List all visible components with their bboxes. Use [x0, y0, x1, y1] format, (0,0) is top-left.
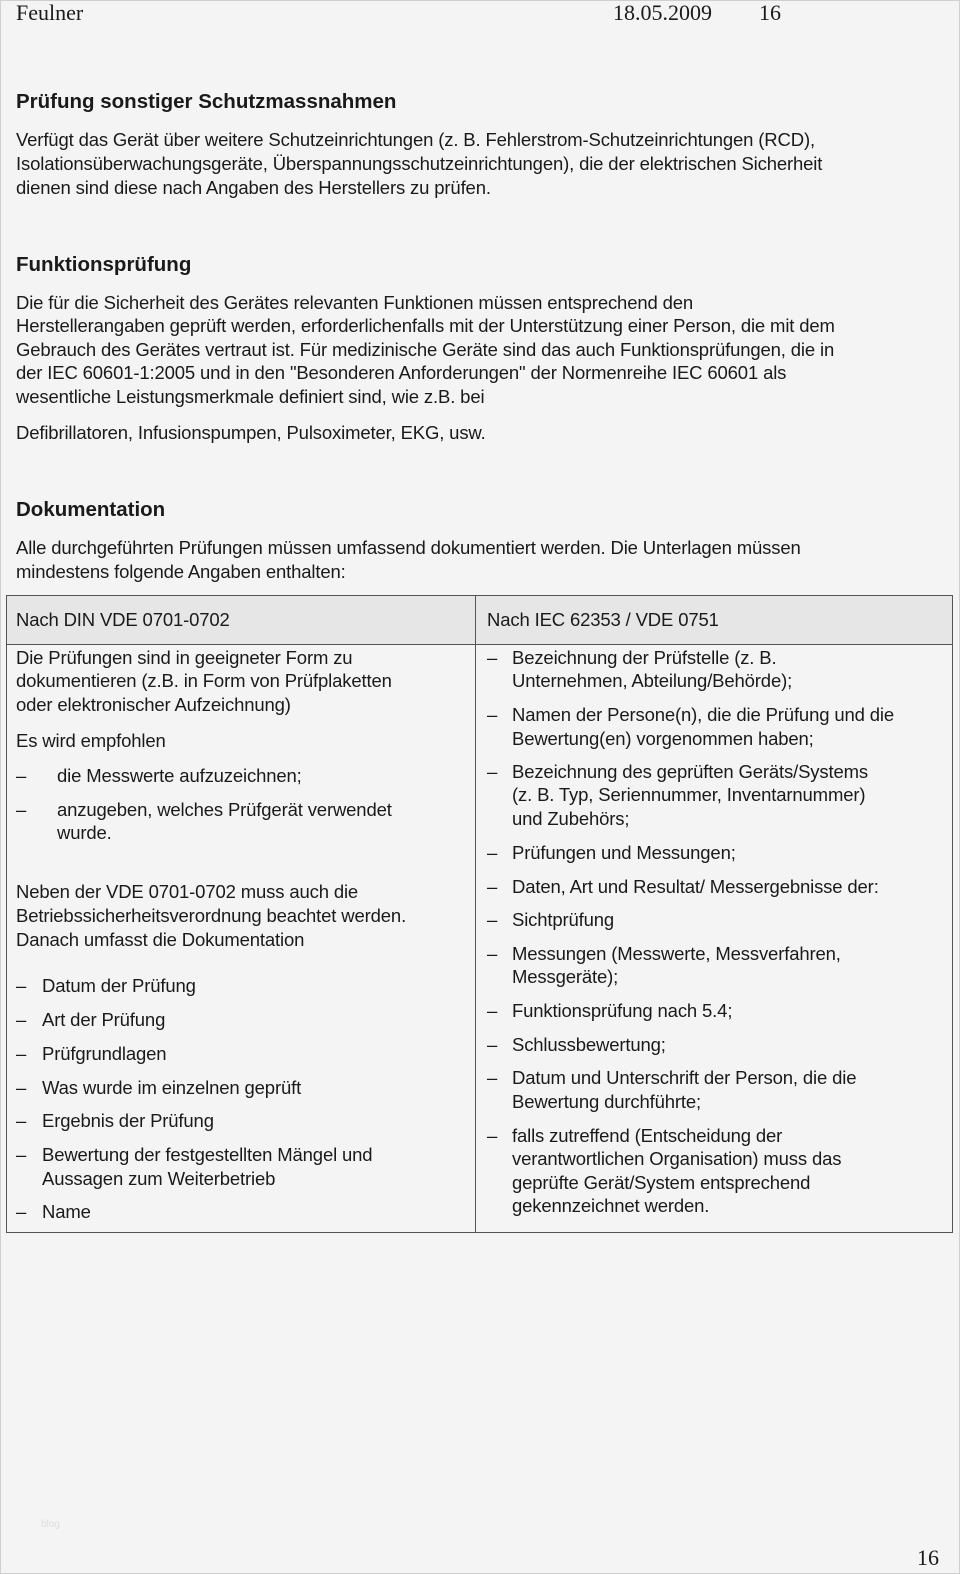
list-item: Bezeichnung der Prüfstelle (z. B. [512, 646, 777, 668]
dash-bullet: – [16, 1042, 27, 1064]
list-item: gekennzeichnet werden. [512, 1194, 710, 1216]
dash-bullet: – [487, 760, 498, 782]
table-header-cell: Nach DIN VDE 0701-0702 [16, 608, 230, 630]
dash-bullet: – [16, 974, 27, 996]
table-header-cell: Nach IEC 62353 / VDE 0751 [487, 608, 719, 630]
section-title: Funktionsprüfung [16, 253, 192, 276]
paragraph-line: Isolationsüberwachungsgeräte, Überspannungsschutzeinrichtungen), die der elektrischen Sicherheit [16, 152, 823, 174]
list-item: anzugeben, welches Prüfgerät verwendet [57, 798, 392, 820]
list-item: Art der Prüfung [42, 1008, 166, 1030]
table-text: Betriebssicherheitsverordnung beachtet werden. [16, 904, 407, 926]
footer-page-number: 16 [917, 1545, 939, 1570]
section-title: Dokumentation [16, 498, 166, 521]
list-item: und Zubehörs; [512, 807, 630, 829]
paragraph-line: Herstellerangaben geprüft werden, erforderlichenfalls mit der Unterstützung einer Person, die mit dem [16, 314, 835, 336]
paragraph-line: Alle durchgeführten Prüfungen müssen umfassend dokumentiert werden. Die Unterlagen müssen [16, 536, 801, 558]
table-text: Neben der VDE 0701-0702 muss auch die [16, 880, 359, 902]
header-author: Feulner [16, 0, 84, 25]
table-text: Es wird empfohlen [16, 729, 166, 751]
list-item: Name [42, 1200, 91, 1222]
paragraph-line: Defibrillatoren, Infusionspumpen, Pulsoximeter, EKG, usw. [16, 421, 486, 443]
paragraph-line: Gebrauch des Gerätes vertraut ist. Für medizinische Geräte sind das auch Funktionsprüfungen, die in [16, 338, 835, 360]
list-item: Sichtprüfung [512, 908, 615, 930]
dash-bullet: – [487, 908, 498, 930]
list-item: Ergebnis der Prüfung [42, 1109, 214, 1131]
dash-bullet: – [487, 1124, 498, 1146]
dash-bullet: – [16, 1200, 27, 1222]
list-item: Bezeichnung des geprüften Geräts/Systems [512, 760, 868, 782]
list-item: Bewertung durchführte; [512, 1090, 702, 1112]
list-item: Daten, Art und Resultat/ Messergebnisse der: [512, 875, 879, 897]
paragraph-line: dienen sind diese nach Angaben des Herstellers zu prüfen. [16, 176, 491, 198]
header-date: 18.05.2009 [613, 0, 712, 25]
list-item: Namen der Persone(n), die die Prüfung und die [512, 703, 894, 725]
dash-bullet: – [487, 942, 498, 964]
list-item: falls zutreffend (Entscheidung der [512, 1124, 783, 1146]
list-item: wurde. [57, 821, 112, 843]
list-item: Prüfgrundlagen [42, 1042, 167, 1064]
dash-bullet: – [16, 1109, 27, 1131]
paragraph-line: mindestens folgende Angaben enthalten: [16, 560, 346, 582]
table-text: Danach umfasst die Dokumentation [16, 928, 305, 950]
paragraph-line: Verfügt das Gerät über weitere Schutzeinrichtungen (z. B. Fehlerstrom-Schutzeinrichtungen (RCD), [16, 128, 815, 150]
dash-bullet: – [487, 646, 498, 668]
dash-bullet: – [487, 841, 498, 863]
list-item: Unternehmen, Abteilung/Behörde); [512, 669, 793, 691]
list-item: Funktionsprüfung nach 5.4; [512, 999, 733, 1021]
dash-bullet: – [16, 1076, 27, 1098]
list-item: Datum der Prüfung [42, 974, 196, 996]
dash-bullet: – [16, 798, 27, 820]
column-divider [475, 596, 476, 1232]
list-item: Messungen (Messwerte, Messverfahren, [512, 942, 841, 964]
list-item: Bewertung der festgestellten Mängel und [42, 1143, 373, 1165]
dash-bullet: – [487, 1066, 498, 1088]
table-text: Die Prüfungen sind in geeigneter Form zu [16, 646, 353, 668]
paragraph-line: der IEC 60601-1:2005 und in den "Besonderen Anforderungen" der Normenreihe IEC 60601 als [16, 361, 787, 383]
dash-bullet: – [16, 1143, 27, 1165]
list-item: Datum und Unterschrift der Person, die die [512, 1066, 857, 1088]
dash-bullet: – [487, 703, 498, 725]
list-item: die Messwerte aufzuzeichnen; [57, 764, 302, 786]
watermark: blog [41, 1519, 60, 1530]
section-title: Prüfung sonstiger Schutzmassnahmen [16, 90, 397, 113]
dash-bullet: – [487, 875, 498, 897]
list-item: Bewertung(en) vorgenommen haben; [512, 727, 814, 749]
list-item: (z. B. Typ, Seriennummer, Inventarnummer) [512, 783, 866, 805]
paragraph-line: Die für die Sicherheit des Gerätes relevanten Funktionen müssen entsprechend den [16, 291, 694, 313]
dash-bullet: – [16, 1008, 27, 1030]
dash-bullet: – [487, 1033, 498, 1055]
table-text: dokumentieren (z.B. in Form von Prüfplaketten [16, 669, 392, 691]
list-item: Aussagen zum Weiterbetrieb [42, 1167, 276, 1189]
list-item: Schlussbewertung; [512, 1033, 666, 1055]
list-item: Prüfungen und Messungen; [512, 841, 736, 863]
dash-bullet: – [16, 764, 27, 786]
list-item: verantwortlichen Organisation) muss das [512, 1147, 842, 1169]
paragraph-line: wesentliche Leistungsmerkmale definiert sind, wie z.B. bei [16, 385, 485, 407]
table-text: oder elektronischer Aufzeichnung) [16, 693, 291, 715]
list-item: Was wurde im einzelnen geprüft [42, 1076, 302, 1098]
list-item: geprüfte Gerät/System entsprechend [512, 1171, 811, 1193]
header-page: 16 [759, 0, 781, 25]
dash-bullet: – [487, 999, 498, 1021]
list-item: Messgeräte); [512, 965, 619, 987]
